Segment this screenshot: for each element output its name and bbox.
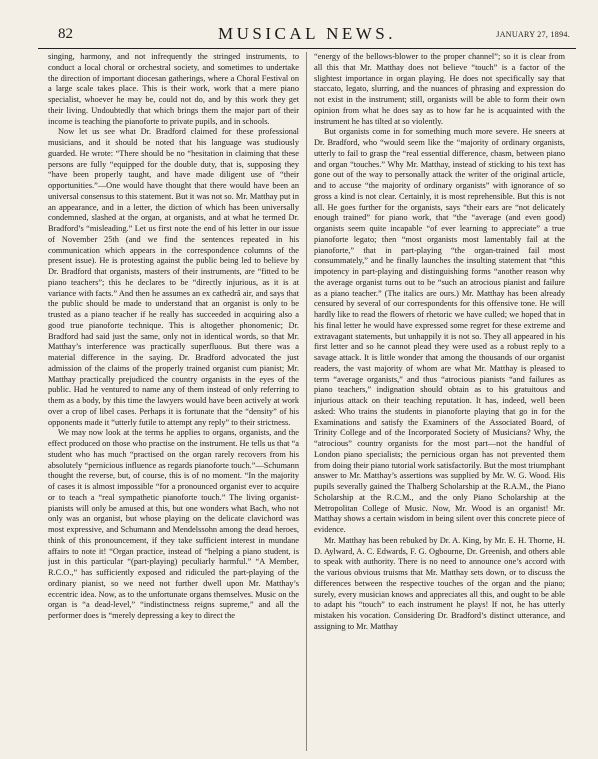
page-header — [38, 22, 576, 49]
column-divider — [306, 52, 307, 751]
paragraph: “energy of the bellows-blower to the proper channel”; so it is clear from all this that Mr. Matthay does not believe “touch” is a factor of the slightest importance in organ playing. He does not specifically say that staccato, legato, slurring, and the nuances of phrasing and expression do not exist in the instrument; still, organists will be able to form their own opinion from what he does say as to how far he is acquainted with the instrument he has tilted at so violently. — [314, 52, 565, 126]
running-title: MUSICAL NEWS. — [217, 24, 397, 43]
issue-date: JANUARY 27, 1894. — [496, 30, 570, 39]
right-column — [314, 52, 565, 751]
article-columns — [48, 52, 584, 751]
left-column — [48, 52, 299, 751]
paragraph: Now let us see what Dr. Bradford claimed for these professional musicians, and it should be noted that his language was studiously guarded. He wrote: “There should be no “hesitation in claiming that these persons are fully “equipped for the double duty, that is, supposing they “have been properly taught, and have made diligent use of “their opportunities.”—One would have thought that there would have been an universal consensus to this statement. But it was not so. Mr. Matthay put in an appearance, and in a letter, the diction of which has been universally condemned, slashed at the organ, at organists, and at what he termed Dr. Bradford’s “misleading.” Let us first note the end of his letter in our issue of November 25th (and we find the sentences repeated in his communication which appears in the correspondence columns of the present issue). He is protesting against the public being led to believe by Dr. Bradford that organists, masters of their instruments, are “fitted to be piano teachers”; this he declares to be “directly injurious, as it is at variance with facts.” And then he assumes an ex cathedrâ air, and says that the public should be made to understand that an organist is only to be trusted as a piano teacher if he really has succeeded in acquiring also a good true pianoforte technique. This is altogether phonomenic; Dr. Bradford had said just the same, only not in identical words, so that Mr. Matthay’s interference was practically superfluous. But there was a material difference in the saying. Dr. Bradford advocated the just admission of the claims of the properly trained organist cum pianist; Mr. Matthay practically prejudiced the country organists in the eyes of the public. Had he ventured to name any of them instead of only referring to them as a body, by this time the lawyers would have been actively at work over a crop of libel cases. Perhaps it is fortunate that the “density” of his opponents made it “utterly futile to attempt any reply” to their strictness. — [48, 127, 299, 427]
paragraph: We may now look at the terms he applies to organs, organists, and the effect produced on those who practise on the instrument. He tells us that “a student who has much “practised on the organ rarely recovers from his absolutely “pernicious influence as regards pianoforte touch.”—Schumann thought the reverse, but, of course, this is of no moment. “In the majority of cases it is almost impossible “for a pronounced organist ever to acquire or to teach a “real sympathetic pianoforte touch.” The living organist-pianists will only be amused at this, but one wonders what Bach, who not only was an organist, but whose playing on the delicate clavichord was most expressive, and Schumann and Mendelssohn among the dead heroes, think of this pronouncement, if they take sufficient interest in mundane affairs to note it! “Organ practice, instead of “helping a piano student, is just in this particular “(part-playing) peculiarly harmful.” “A Member, R.C.O.,” has sufficiently exposed and ridiculed the part-playing of the ordinary pianist, so we need not further dwell upon Mr. Matthay’s eccentric idea. Now, as to the unfortunate organs themselves. Music on the organ is “a dead-level,” “indistinctness reigns supreme,” and all the performer does is “merely depressing a key to direct the — [48, 428, 299, 620]
paragraph: singing, harmony, and not infrequently the stringed instruments, to conduct a local choral or orchestral society, and sometimes to undertake the direction of important diocesan gatherings, where a Choral Festival on a large scale takes place. This is their work, work that a mere piano specialist, whoever he may be, could not do, and by this work they get their living. Undoubtedly that which brings them the major part of their income is teaching the pianoforte to private pupils, and in schools. — [48, 52, 299, 126]
paragraph: But organists come in for something much more severe. He sneers at Dr. Bradford, who “would seem like the “majority of ordinary organists, utterly to fail to grasp the “real essential difference, chasm, between piano and organ “touches.” Why Mr. Matthay, instead of sticking to his text has gone out of the way to personally attack the writer of the original article, and to accuse “the majority of ordinary organists” with ignorance of so gross a kind is not clear. Certainly, it is most reprehensible. But this is not all. He goes further for the organists, says “their ears are “not delicately enough trained” for piano work, that “the “average (and even good) organists seem quite incapable “of ever learning to appreciate” a true pianoforte legato; then “most organists most lamentably fail at the pianoforte,” that in part-playing “the organ-trained fail most consummately,” and he finally launches the insulting statement that “this impotency in part-playing and distinguishing forms “another reason why the average organist turns out to be “such an atrocious pianist and failure as a piano teacher.” (The italics are ours.) Mr. Matthay has been already censured by several of our correspondents for this offensive tone. He will hardly like to read the flowers of rhetoric we have culled; we hoped that in his final letter he would have expressed some regret for these extreme and extravagant statements, but unhappily it is not so. They all appeared in his first letter and so he cannot plead they were used as a robust reply to a savage attack. It is little wonder that among the thousands of our organist readers, the vast majority of whom are what Mr. Matthay is pleased to term “average organists,” and thus “atrocious pianists “and failures as piano teachers,” indignation should obtain as to his gratuitous and injurious attack on their teaching reputation. It has, indeed, well been asked: Who trains the students in pianoforte playing that go in for the Examinations and satisfy the Examiners of the Associated Board, of Trinity College and of the Incorporated Society of Musicians? Why, the “atrocious” country organists for the most part—not the handful of London piano specialists; the pernicious organ has not prevented them from doing their piano tutorial work satisfactorily. But the most triumphant answer to Mr. Matthay’s assertions was supplied by Mr. W. G. Wood. His pupils severally gained the Thalberg Scholarship at the R.A.M., the Piano Scholarship at the R.C.M., and the only Piano Scholarship at the Metropolitan College of Music. Now, Mr. Wood is an organist! Mr. Matthay shows a certain wisdom in being silent over this concrete piece of evidence. — [314, 127, 565, 534]
page-number: 82 — [58, 26, 73, 42]
paragraph: Mr. Matthay has been rebuked by Dr. A. King, by Mr. E. H. Thorne, H. D. Aylward, A. C. Edwards, F. G. Ogbourne, Dr. Greenish, and others able to speak with authority. There is no need to announce one’s accord with the various obvious truisms that Mr. Matthay sets down, or to discuss the differences between the respective touches of the organ and the piano; surely, every musician knows and appreciates all this, and ought to be able to adapt his “touch” to each instrument he plays! If not, he has utterly mistaken his vocation. Considering Dr. Bradford’s distinct utterance, and assigning to Mr. Matthay — [314, 535, 565, 631]
